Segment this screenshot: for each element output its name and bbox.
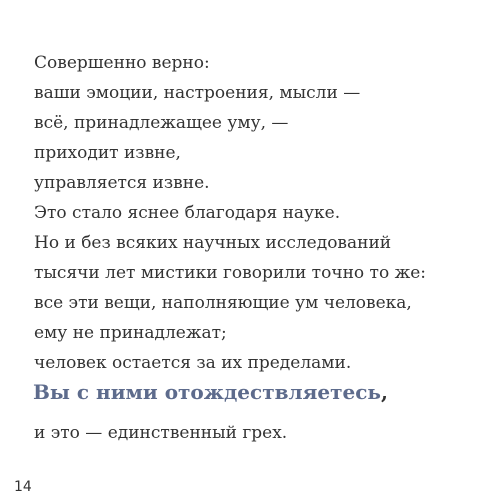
emphasis-text: Вы с ними отождествляетесь: [33, 380, 381, 404]
text-line: ваши эмоции, настроения, мысли —: [34, 83, 361, 103]
text-line: всё, принадлежащее уму, —: [34, 113, 289, 133]
text-line: управляется извне.: [34, 173, 210, 193]
text-line: все эти вещи, наполняющие ум человека,: [34, 293, 412, 313]
emphasis-punctuation: ,: [380, 380, 388, 404]
text-line: тысячи лет мистики говорили точно то же:: [34, 263, 427, 283]
closing-line: и это — единственный грех.: [34, 423, 288, 443]
emphasis-line: [33, 376, 388, 408]
text-line: приходит извне,: [34, 143, 181, 163]
text-line: человек остается за их пределами.: [34, 353, 352, 373]
page-number: 14: [14, 479, 32, 495]
text-line: Совершенно верно:: [34, 53, 210, 73]
text-lines: [34, 48, 474, 378]
text-line: Это стало яснее благодаря науке.: [34, 203, 341, 223]
text-line: ему не принадлежат;: [34, 323, 227, 343]
text-line: Но и без всяких научных исследований: [34, 233, 392, 253]
